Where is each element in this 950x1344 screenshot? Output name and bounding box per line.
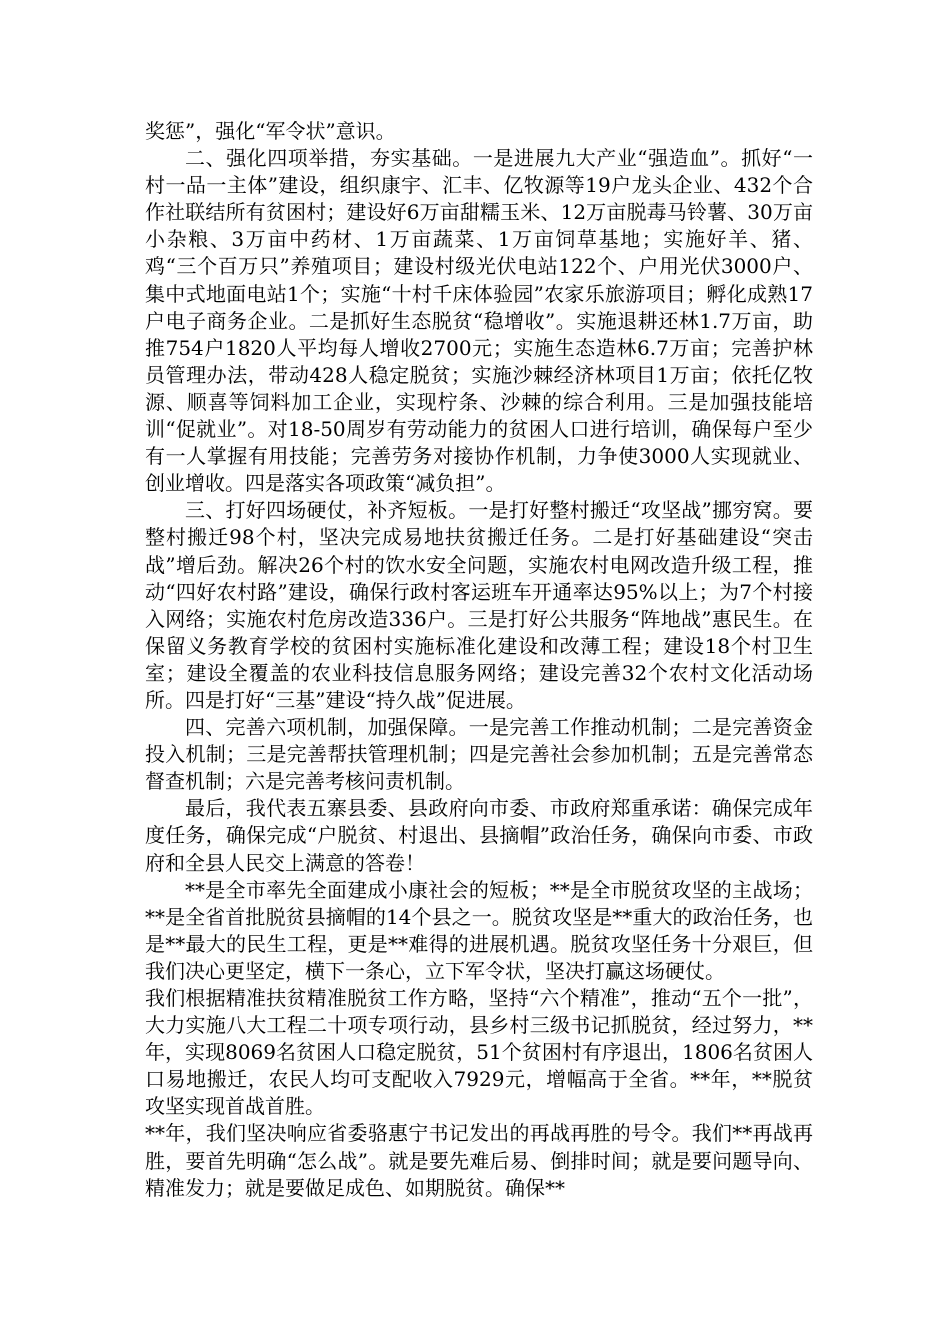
paragraph-3: 三、打好四场硬仗，补齐短板。一是打好整村搬迁“攻坚战”挪穷窝。要整村搬迁98个村，坚决完成易地扶贫搬迁任务。二是打好基础建设“突击战”增后劲。解决26个村的饮水安全问题，实施农村电网改造升级工程，推动“四好农村路”建设，确保行政村客运班车开通率达95%以上；为7个村接入网络；实施农村危房改造336户。三是打好公共服务“阵地战”惠民生。在保留义务教育学校的贫困村实施标准化建设和改薄工程；建设18个村卫生室；建设全覆盖的农业科技信息服务网络；建设完善32个农村文化活动场所。四是打好“三基”建设“持久战”促进展。: [145, 498, 813, 712]
paragraph-7: 我们根据精准扶贫精准脱贫工作方略，坚持“六个精准”，推动“五个一批”，大力实施八大工程二十项专项行动，县乡村三级书记抓脱贫，经过努力，**年，实现8069名贫困人口稳定脱贫，51个贫困村有序退出，1806名贫困人口易地搬迁，农民人均可支配收入7929元，增幅高于全省。**年，**脱贫攻坚实现首战首胜。: [145, 986, 813, 1119]
document-body: [145, 118, 813, 1202]
paragraph-8: **年，我们坚决响应省委骆惠宁书记发出的再战再胜的号令。我们**再战再胜，要首先明确“怎么战”。就是要先难后易、倒排时间；就是要问题导向、精准发力；就是要做足成色、如期脱贫。确保**: [145, 1121, 813, 1200]
paragraph-5: 最后，我代表五寨县委、县政府向市委、市政府郑重承诺：确保完成年度任务，确保完成“户脱贫、村退出、县摘帽”政治任务，确保向市委、市政府和全县人民交上满意的答卷！: [145, 796, 813, 875]
paragraph-1: 奖惩”，强化“军令状”意识。: [145, 119, 396, 143]
paragraph-6: **是全市率先全面建成小康社会的短板；**是全市脱贫攻坚的主战场；**是全省首批脱贫县摘帽的14个县之一。脱贫攻坚是**重大的政治任务，也是**最大的民生工程，更是**难得的进展机遇。脱贫攻坚任务十分艰巨，但我们决心更坚定，横下一条心，立下军令状，坚决打赢这场硬仗。: [145, 877, 813, 983]
paragraph-2: 二、强化四项举措，夯实基础。一是进展九大产业“强造血”。抓好“一村一品一主体”建设，组织康宇、汇丰、亿牧源等19户龙头企业、432个合作社联结所有贫困村；建设好6万亩甜糯玉米、12万亩脱毒马铃薯、30万亩小杂粮、3万亩中药材、1万亩蔬菜、1万亩饲草基地；实施好羊、猪、鸡“三个百万只”养殖项目；建设村级光伏电站122个、户用光伏3000户、集中式地面电站1个；实施“十村千床体验园”农家乐旅游项目；孵化成熟17户电子商务企业。二是抓好生态脱贫“稳增收”。实施退耕还林1.7万亩，助推754户1820人平均每人增收2700元；实施生态造林6.7万亩；完善护林员管理办法，带动428人稳定脱贫；实施沙棘经济林项目1万亩；依托亿牧源、顺喜等饲料加工企业，实现柠条、沙棘的综合利用。三是加强技能培训“促就业”。对18-50周岁有劳动能力的贫困人口进行培训，确保每户至少有一人掌握有用技能；完善劳务对接协作机制，力争使3000人实现就业、创业增收。四是落实各项政策“减负担”。: [145, 146, 813, 496]
paragraph-4: 四、完善六项机制，加强保障。一是完善工作推动机制；二是完善资金投入机制；三是完善帮扶管理机制；四是完善社会参加机制；五是完善常态督查机制；六是完善考核问责机制。: [145, 715, 813, 794]
